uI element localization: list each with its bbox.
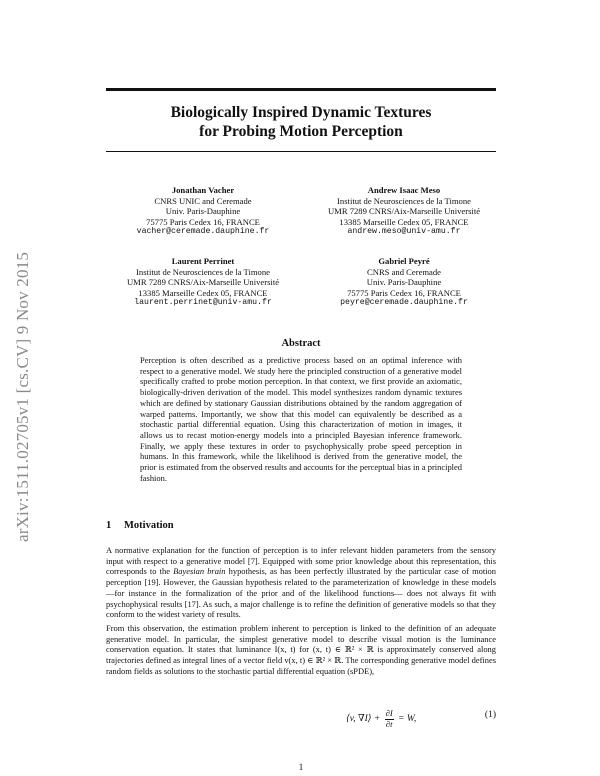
author-affiliation: Institut de Neurosciences de la Timone [337,195,471,206]
title-rule-bottom [106,151,496,152]
author-affiliation: UMR 7289 CNRS/Aix-Marseille Université [126,277,280,288]
page-number: 1 [298,762,304,772]
title-line-2: for Probing Motion Perception [199,123,403,140]
paragraph-text: hypothesis, as has been perfectly illustrated by the particular case of motion perception [19]. However, the Gaussian hypothesis related to the parameterization of knowledge in these models —for instance in the formalization of the prior and of the likelihood functions— does not always fit with psychophysical results [17]. As such, a major challenge is to refine the definition of generative models so that they conform to the widest variety of results. [106,566,496,620]
section-title: Motivation [124,520,174,531]
author-address: 13385 Marseille Cedex 05, FRANCE [138,287,268,298]
author-address: 13385 Marseille Cedex 05, FRANCE [339,216,469,227]
paper-title [106,103,496,141]
fraction-denominator: ∂t [385,718,393,729]
author-name: Andrew Isaac Meso [367,185,441,195]
author-address: 75775 Paris Cedex 16, FRANCE [347,287,461,298]
author-block-4 [279,256,529,309]
equation-body [346,709,416,729]
fraction-numerator: ∂I [385,708,393,718]
author-email[interactable]: peyre@ceremade.dauphine.fr [340,298,468,308]
author-address: 75775 Paris Cedex 16, FRANCE [146,216,260,227]
author-affiliation: Univ. Paris-Dauphine [366,277,442,288]
title-rule-top [106,88,496,91]
paragraph-text: A normative explanation for the function of perception is to infer relevant hidden parameters from the sensory input with respect to a generative model [7]. Equipped with some prior knowledge about this representation, this corresponds to the [106,545,496,577]
section-heading [106,520,174,531]
abstract-heading: Abstract [281,338,321,349]
emphasis-text: Bayesian brain [173,566,226,577]
author-affiliation: UMR 7289 CNRS/Aix-Marseille Université [327,206,481,217]
section-number: 1 [106,520,112,531]
equation-lhs: ⟨v, ∇I⟩ + [346,714,383,725]
author-affiliation: Univ. Paris-Dauphine [165,206,241,217]
author-email[interactable]: laurent.perrinet@univ-amu.fr [134,298,272,308]
author-name: Jonathan Vacher [171,185,235,195]
author-name: Gabriel Peyré [378,256,430,266]
arxiv-stamp: arXiv:1511.02705v1 [cs.CV] 9 Nov 2015 [13,251,32,542]
author-affiliation: CNRS and Ceremade [367,266,441,277]
paragraph-2: From this observation, the estimation problem inherent to perception is linked to the definition of an adequate generative model. In particular, the simplest generative model to describe visual motion is the luminance conservation equation. It states that luminance I(x, t) for (x, t) ∈ ℝ² × ℝ is approximately conserved along trajectories defined as integral lines of a vector field v(x, t) ∈ ℝ² × ℝ. The corresponding generative model defines random fields as solutions to the stochastic partial differential equation (sPDE), [106,623,496,676]
title-line-1: Biologically Inspired Dynamic Textures [170,104,432,121]
author-email[interactable]: vacher@ceremade.dauphine.fr [136,227,270,237]
equation-number: (1) [484,710,496,720]
equation-rhs: = W, [395,714,417,725]
author-email[interactable]: andrew.meso@univ-amu.fr [347,227,461,237]
paragraph-1 [106,545,496,620]
author-block-2 [279,185,529,238]
author-name: Laurent Perrinet [171,256,235,266]
author-affiliation: CNRS UNIC and Ceremade [154,195,252,206]
abstract-text: Perception is often described as a predictive process based on an optimal inference with respect to a generative model. We study here the principled construction of a generative model specifically crafted to probe motion perception. In that context, we first provide an axiomatic, biologically-driven derivation of the model. This model synthesizes random dynamic textures which are defined by stationary Gaussian distributions obtained by the random aggregation of warped patterns. Importantly, we show that this model can equivalently be described as a stochastic partial differential equation. Using this characterization of motion in images, it allows us to recast motion-energy models into a principled Bayesian inference framework. Finally, we apply these textures in order to psychophysically probe speed perception in humans. In this framework, while the likelihood is derived from the generative model, the prior is estimated from the observed results and accounts for the perceptual bias in a principled fashion. [140,355,462,483]
equation-1 [106,705,496,729]
author-affiliation: Institut de Neurosciences de la Timone [136,266,270,277]
equation-fraction [385,709,394,729]
